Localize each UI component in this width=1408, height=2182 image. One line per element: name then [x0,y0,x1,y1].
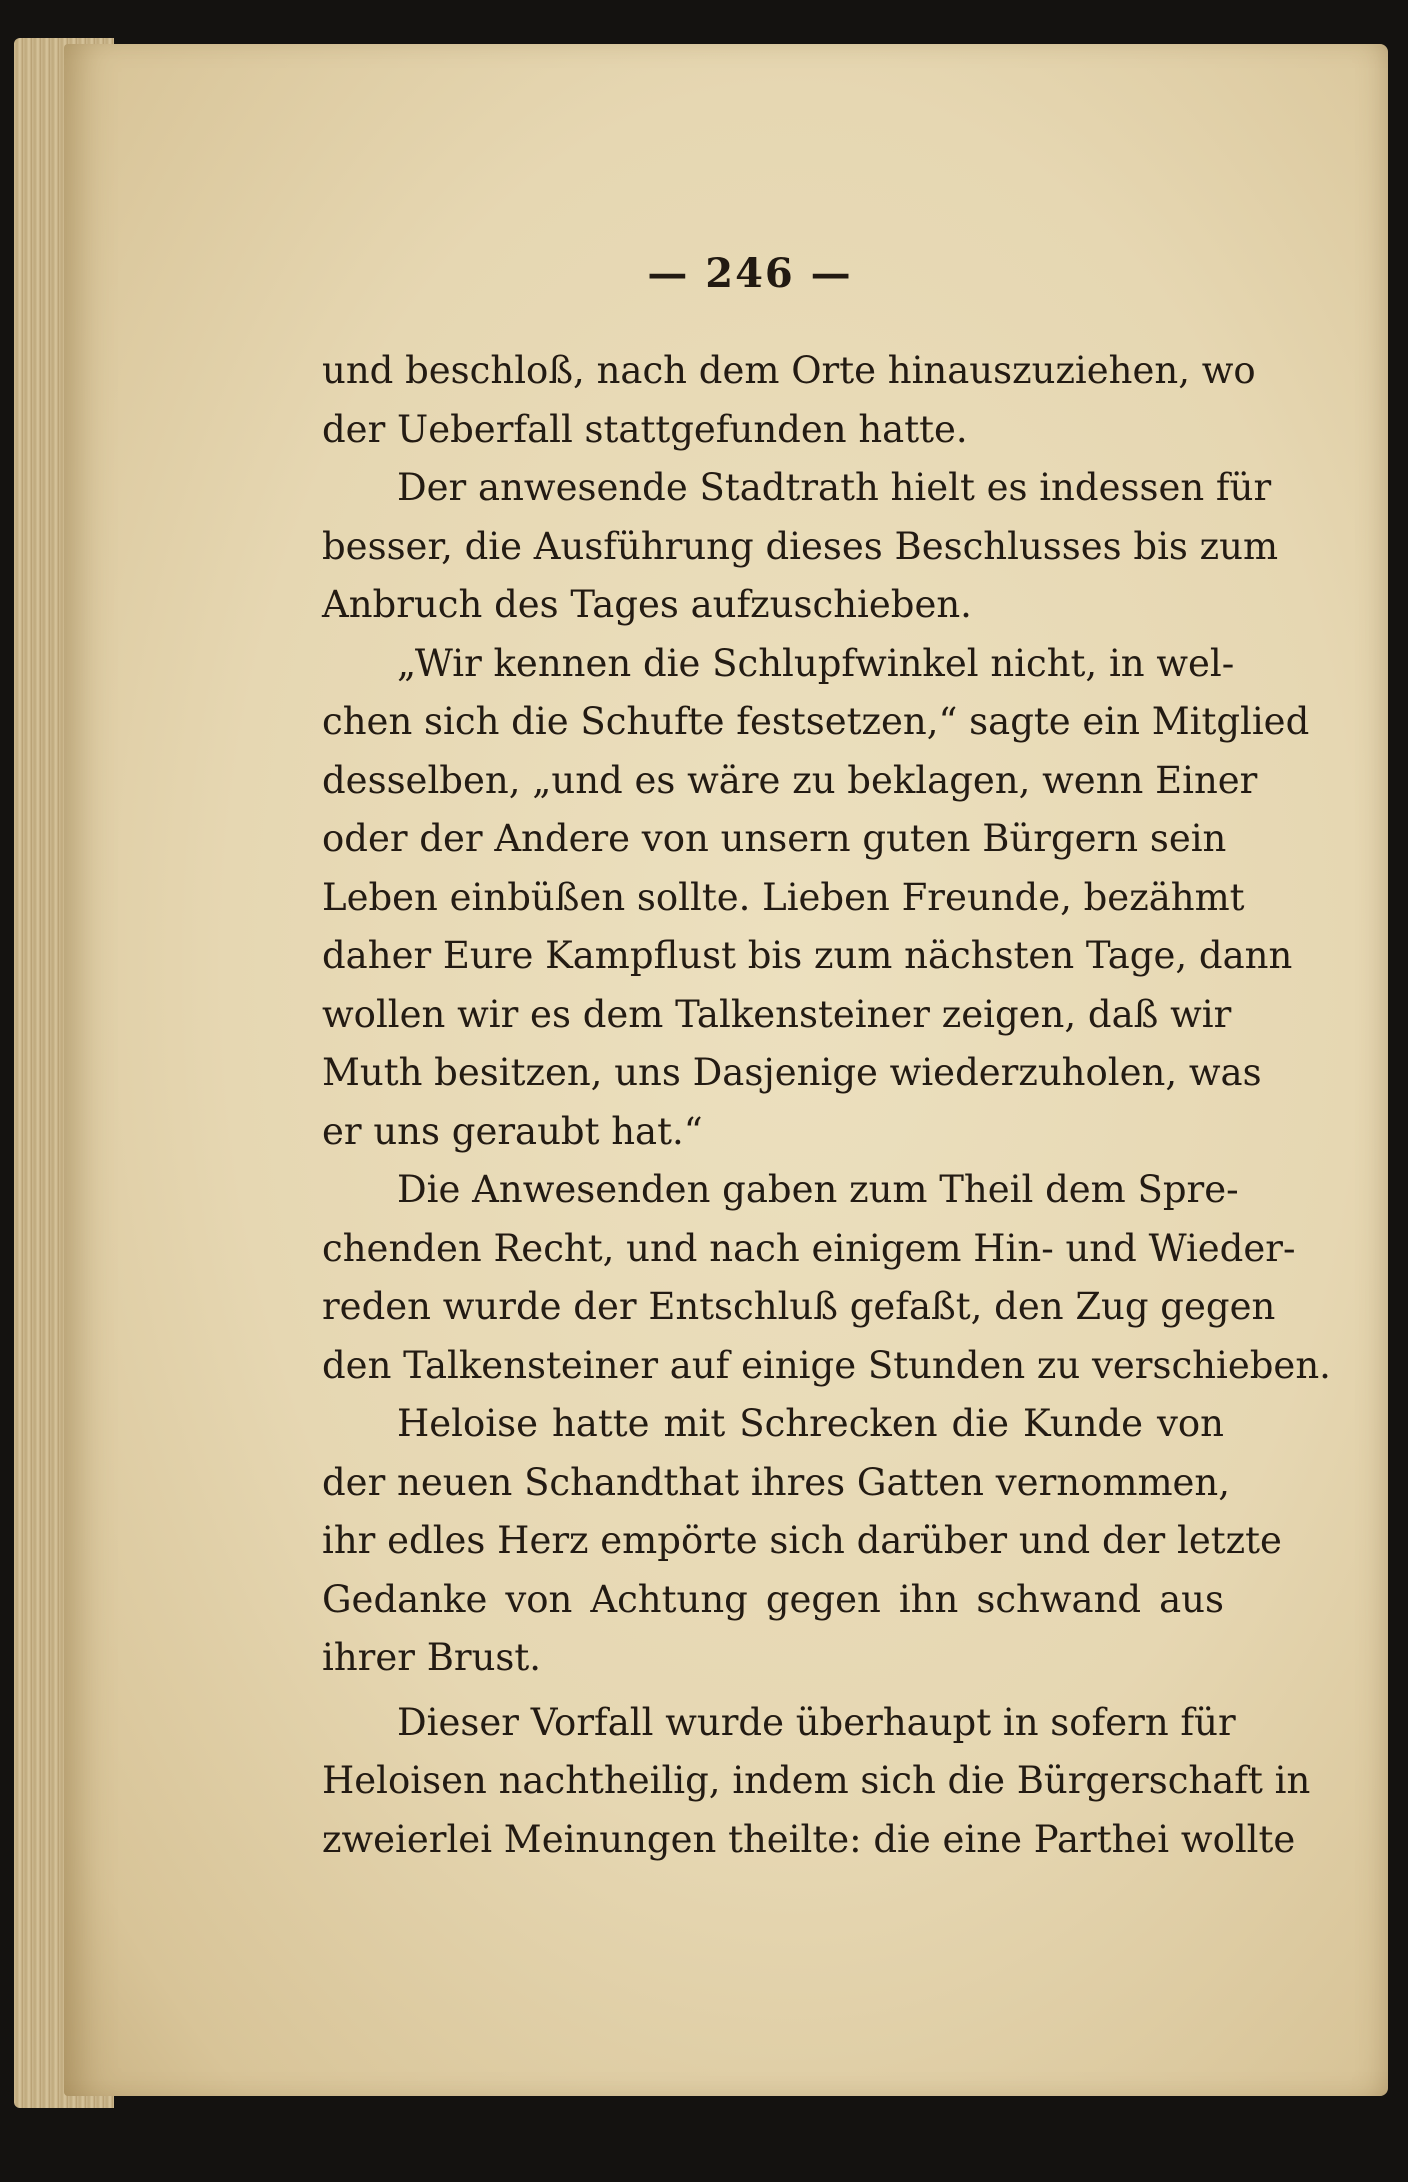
text-line: den Talkensteiner auf einige Stunden zu verschieben. [322,1343,1331,1387]
text-line: Anbruch des Tages aufzuschieben. [322,583,972,626]
text-line: reden wurde der Entschluß gefaßt, den Zug gegen [322,1285,1276,1328]
text-line: Muth besitzen, uns Dasjenige wiederzuholen, was [322,1051,1262,1094]
text-line: oder der Andere von unsern guten Bürgern sein [322,817,1227,860]
text-line: der Ueberfall stattgefunden hatte. [322,407,968,451]
text-line: und beschloß, nach dem Orte hinauszuziehen, wo [322,349,1256,392]
text-line: ihr edles Herz empörte sich darüber und der letzte [322,1519,1282,1562]
text-line: Der anwesende Stadtrath hielt es indessen für [397,466,1272,509]
text-line: Heloise hatte mit Schrecken die Kunde von [397,1402,1224,1445]
text-line: der neuen Schandthat ihres Gatten vernommen, [322,1460,1231,1504]
text-line: besser, die Ausführung dieses Beschlusses bis zum [322,524,1279,568]
text-line: zweierlei Meinungen theilte: die eine Parthei wollte [322,1817,1296,1861]
text-line: desselben, „und es wäre zu beklagen, wenn Einer [322,758,1258,802]
text-line: daher Eure Kampflust bis zum nächsten Tage, dann [322,934,1293,977]
text-line: Heloisen nachtheilig, indem sich die Bürgerschaft in [322,1759,1311,1802]
text-line: er uns geraubt hat.“ [322,1109,703,1153]
text-line: Die Anwesenden gaben zum Theil dem Spre- [397,1168,1239,1211]
text-line: chen sich die Schufte festsetzen,“ sagte ein Mitglied [322,700,1310,743]
text-line: „Wir kennen die Schlupfwinkel nicht, in wel- [397,641,1235,685]
text-line: Leben einbüßen sollte. Lieben Freunde, bezähmt [322,875,1245,919]
text-line: Dieser Vorfall wurde überhaupt in sofern für [397,1700,1236,1744]
text-line: chenden Recht, und nach einigem Hin- und Wieder- [322,1226,1296,1270]
text-line: wollen wir es dem Talkensteiner zeigen, daß wir [322,992,1232,1036]
text-line: ihrer Brust. [322,1636,542,1679]
text-line: Gedanke von Achtung gegen ihn schwand aus [322,1577,1224,1621]
page-number: — 246 — [647,250,853,297]
body-text [322,342,1331,1869]
